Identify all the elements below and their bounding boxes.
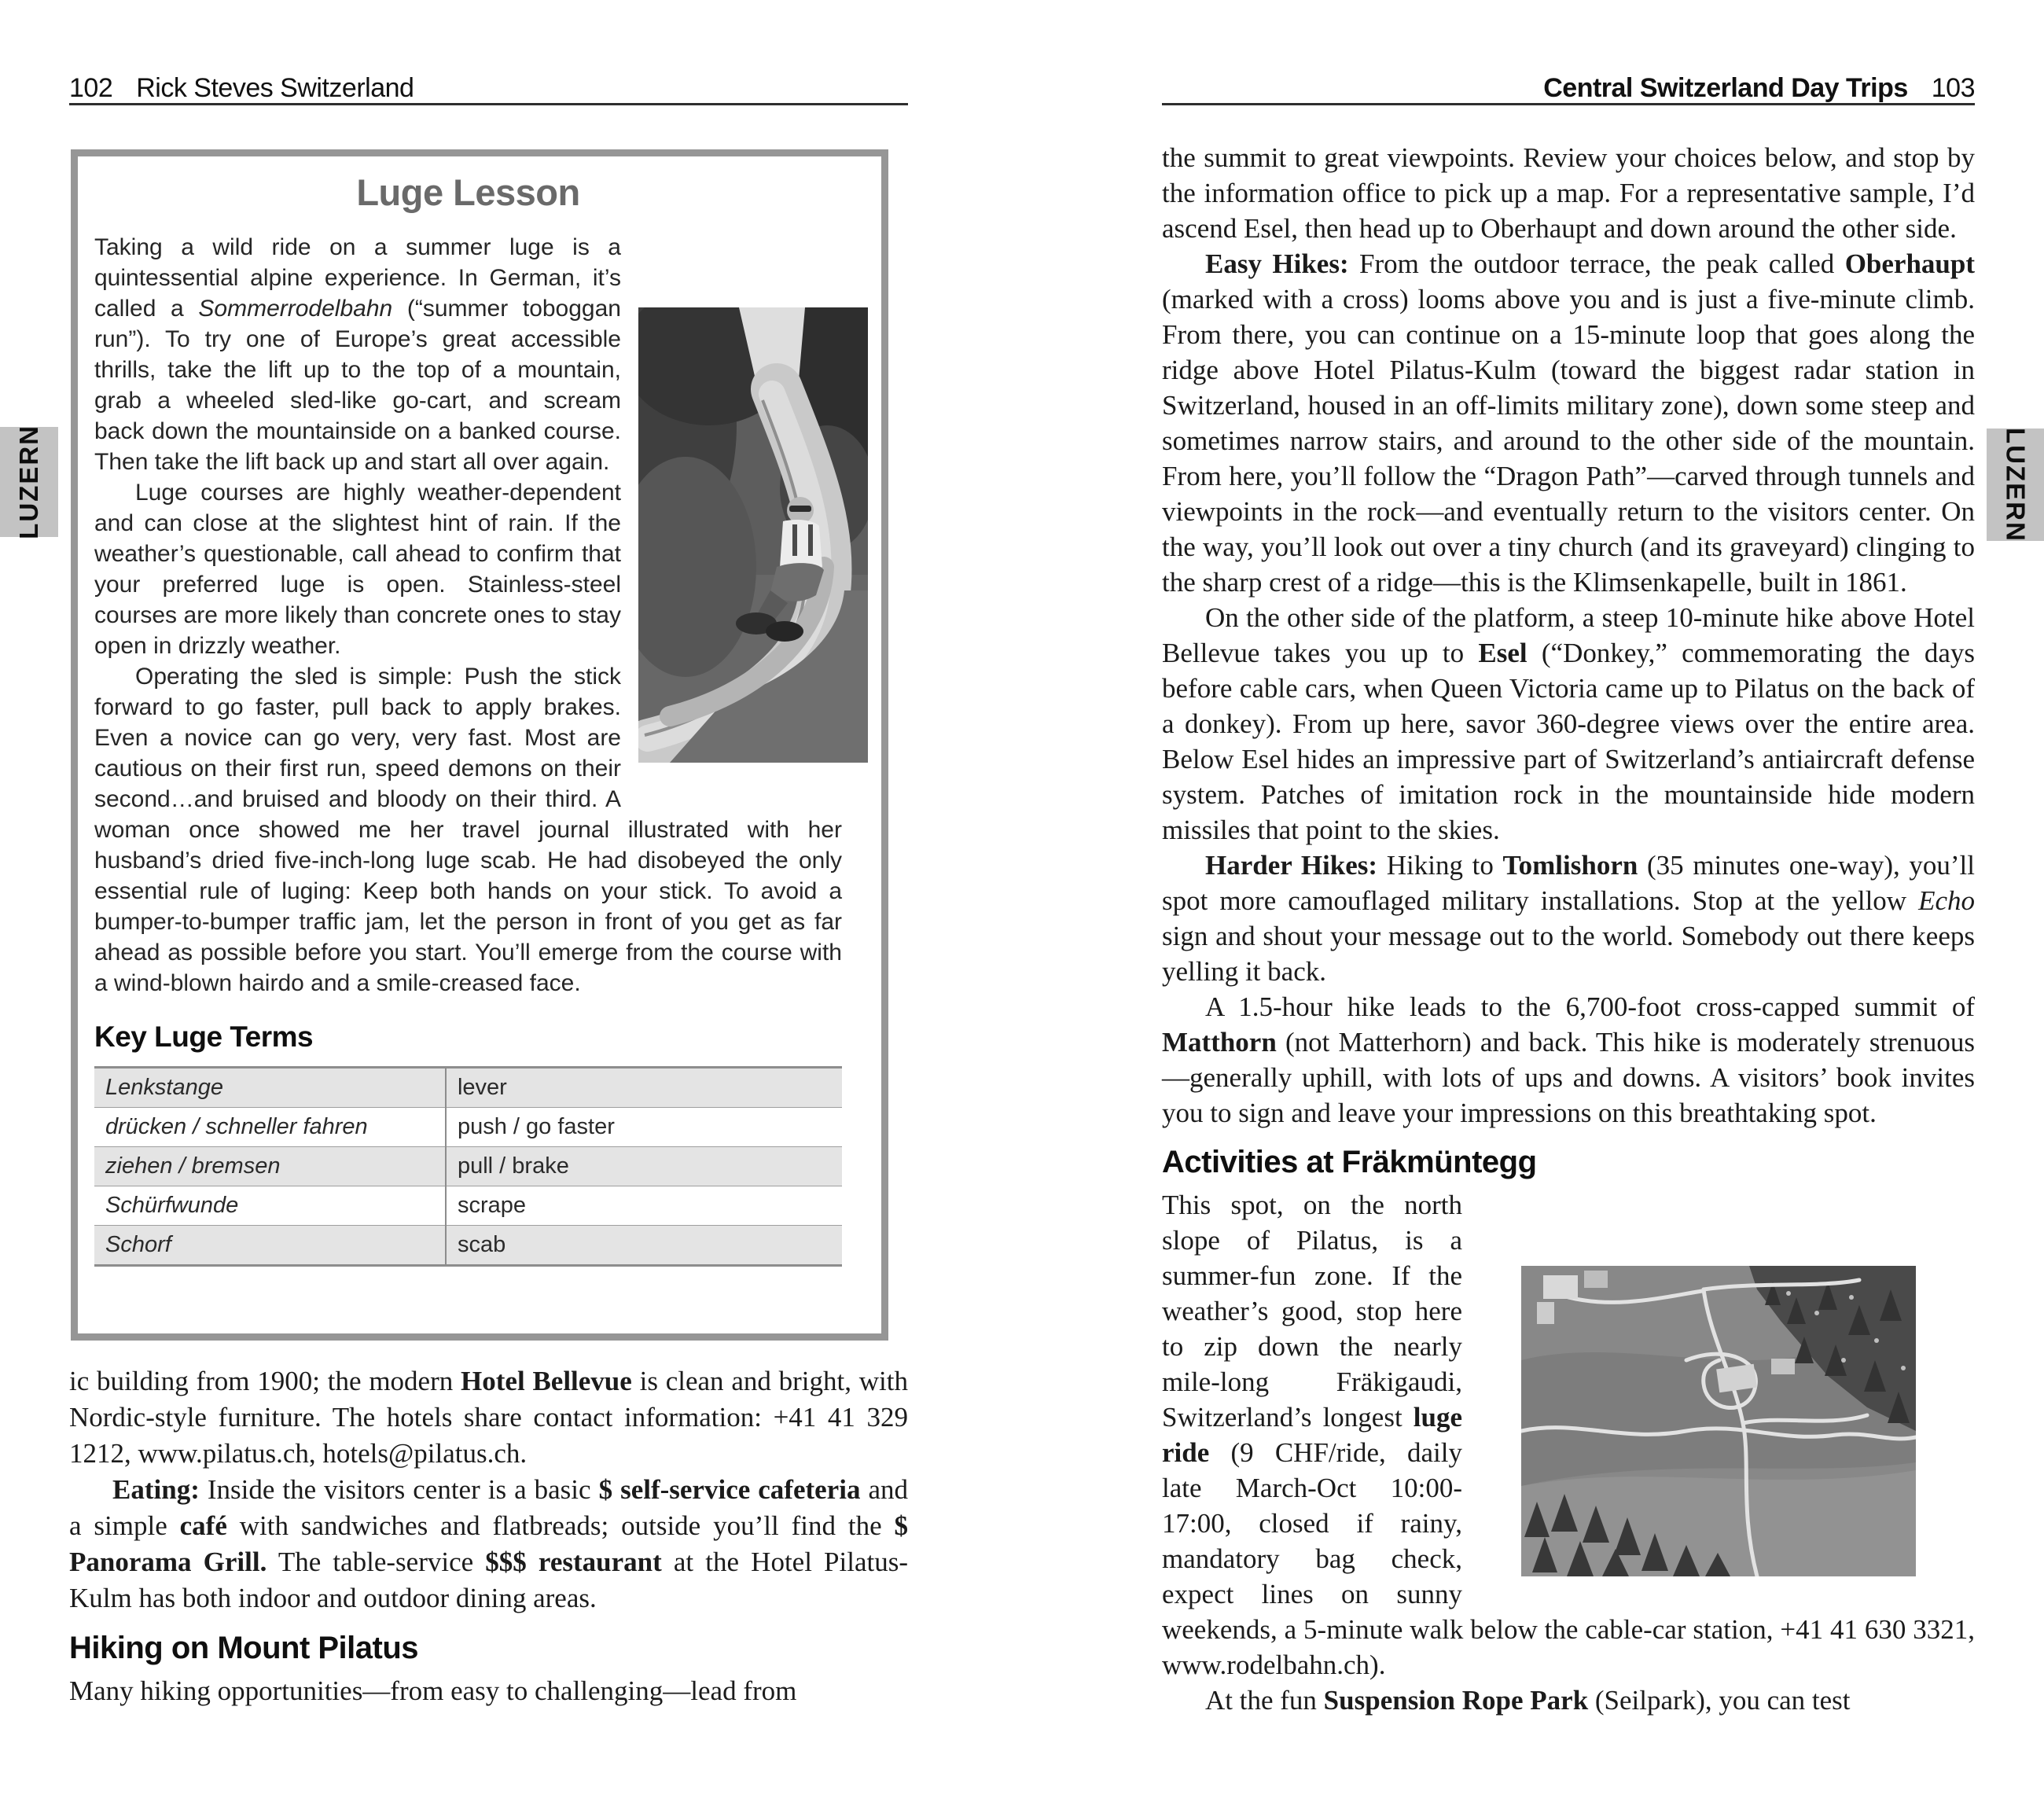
left-body-paragraph-2: Eating: Inside the visitors center is a basic $ self-service cafeteria and a simple café with sandwiches and flatbreads; outside you’ll find the $ Panorama Grill. The table-service $$$ restaurant at the Hotel Pilatus-Kulm has both indoor and outdoor dining areas. [69, 1474, 908, 1613]
term-german: Schürfwunde [94, 1186, 446, 1226]
left-side-tab-luzern [0, 427, 58, 537]
frakmuntegg-aerial-photo [1521, 1266, 1916, 1576]
term-row [94, 1147, 842, 1186]
term-german: Lenkstange [94, 1068, 446, 1108]
left-body-paragraph-1: ic building from 1900; the modern Hotel Bellevue is clean and bright, with Nordic-style furniture. The hotels share contact information: +41 41 329 1212, www.pilatus.ch, hotels@pilatus.ch. [69, 1366, 908, 1469]
luge-lesson-box [71, 149, 888, 1341]
box-body [94, 232, 842, 999]
activities-frakmuntegg-heading: Activities at Fräkmüntegg [1162, 1145, 1537, 1179]
term-german: drücken / schneller fahren [94, 1108, 446, 1147]
term-english: scrape [446, 1186, 842, 1226]
frakmuntegg-aerial-photo-art [1521, 1266, 1916, 1576]
left-page-number: 102 [69, 73, 113, 103]
right-paragraph-easy-hikes: Easy Hikes: From the outdoor terrace, the peak called Oberhaupt (marked with a cross) looms above you and is just a five-minute climb. From there, you can continue on a 15-minute loop that goes along the ridge above Hotel Pilatus-Kulm (toward the biggest radar station in Switzerland, housed in an off-limits military zone), down some steep and sometimes narrow stairs, and around to the other side of the mountain. From here, you’ll follow the “Dragon Path”—carved through tunnels and viewpoints in the rock—and eventually return to the visitors center. On the way, you’ll look out over a tiny church (and its graveyard) clinging to the sharp crest of a ridge—this is the Klimsenkapelle, built in 1861. [1162, 248, 1975, 598]
right-side-tab-luzern [1987, 429, 2044, 541]
right-paragraph-harder-hikes: Harder Hikes: Hiking to Tomlishorn (35 minutes one-way), you’ll spot more camouflaged military installations. Stop at the yellow Echo sign and shout your message out to the world. Somebody out there keeps yelling it back. [1162, 850, 1975, 987]
left-body-paragraph-3: Many hiking opportunities—from easy to challenging—lead from [69, 1675, 797, 1706]
box-title: Luge Lesson [356, 171, 580, 213]
luge-terms-table [94, 1066, 842, 1267]
right-side-tab-label: LUZERN [2001, 427, 2031, 543]
right-paragraph-1: the summit to great viewpoints. Review your choices below, and stop by the information office to pick up a map. For a representative sample, I’d ascend Esel, then head up to Oberhaupt and down around the other side. [1162, 142, 1975, 244]
right-paragraph-matthorn: A 1.5-hour hike leads to the 6,700-foot cross-capped summit of Matthorn (not Matterhorn) and back. This hike is moderately strenuous—generally uphill, with lots of ups and downs. A visitors’ book invites you to sign and leave your impressions on this breathtaking spot. [1162, 991, 1975, 1128]
left-side-tab-label: LUZERN [14, 425, 43, 539]
term-english: pull / brake [446, 1147, 842, 1186]
left-running-head [69, 41, 908, 104]
term-english: lever [457, 1075, 507, 1100]
luge-rider-photo-art [638, 307, 868, 763]
right-paragraph-activities: This spot, on the north slope of Pilatus, is a summer-fun zone. If the weather’s good, stop here to zip down the nearly mile-long Fräkigaudi, Switzerland’s longest luge ride (9 CHF/ride, daily late March-Oct 10:00-17:00, closed if rainy, mandatory bag check, expect lines on sunny weekends, a 5-minute walk below the cable-car station, +41 41 630 3321, www.rodelbahn.ch). [1162, 1190, 1975, 1680]
right-page-body [1162, 140, 1975, 1718]
left-header-title: Rick Steves Switzerland [136, 73, 414, 103]
term-german: Schorf [94, 1226, 446, 1266]
key-luge-terms-heading: Key Luge Terms [94, 1021, 314, 1053]
left-header-rule [69, 103, 908, 105]
term-row [94, 1226, 842, 1266]
term-english: scab [446, 1226, 842, 1266]
right-header-rule [1162, 103, 1975, 105]
term-english: push / go faster [446, 1108, 842, 1147]
box-paragraph-1: Taking a wild ride on a summer luge is a quintessential alpine experience. In German, it’s called a Sommerrodelbahn (“summer toboggan run”). To try one of Europe’s great accessible thrills, take the lift up to the top of a mountain, grab a wheeled sled-like go-cart, and scream back down the mountainside on a banked course. Then take the lift back up and start all over again. [94, 234, 621, 475]
box-paragraph-2: Luge courses are highly weather-dependent and can close at the slightest hint of rain. If the weather’s questionable, call ahead to confirm that your preferred luge is open. Stainless-steel courses are more likely than concrete ones to stay open in drizzly weather. [94, 480, 621, 659]
hiking-mount-pilatus-heading: Hiking on Mount Pilatus [69, 1631, 419, 1665]
luge-rider-photo [638, 307, 868, 763]
left-page-body [69, 1363, 908, 1709]
term-german: ziehen / bremsen [94, 1147, 446, 1186]
box-paragraph-3: Operating the sled is simple: Push the stick forward to go faster, pull back to apply brakes. Even a novice can go very, very fast. Most are cautious on their first run, speed demons on their second…and bruised and bloody on their third. A woman once showed me her travel journal illustrated with her husband’s dried five-inch-long luge scab. He had disobeyed the only essential rule of luging: Keep both hands on your stick. To avoid a bumper-to-bumper traffic jam, let the person in front of you get as far ahead as possible before you start. You’ll emerge from the course with a wind-blown hairdo and a smile-creased face. [94, 664, 842, 996]
right-header-title: Central Switzerland Day Trips [1543, 73, 1908, 103]
term-row [94, 1068, 842, 1108]
right-running-head [1162, 41, 1975, 104]
right-page-number: 103 [1931, 73, 1975, 103]
term-row [94, 1108, 842, 1147]
right-paragraph-rope-park: At the fun Suspension Rope Park (Seilpark), you can test [1205, 1685, 1851, 1716]
right-paragraph-esel: On the other side of the platform, a steep 10-minute hike above Hotel Bellevue takes you up to Esel (“Donkey,” commemorating the days before cable cars, when Queen Victoria came up to Pilatus on the back of a donkey). From up here, savor 360-degree views over the entire area. Below Esel hides an impressive part of Switzerland’s antiaircraft defense system. Patches of imitation rock in the mountainside hide modern missiles that point to the skies. [1162, 602, 1975, 845]
term-row [94, 1186, 842, 1226]
